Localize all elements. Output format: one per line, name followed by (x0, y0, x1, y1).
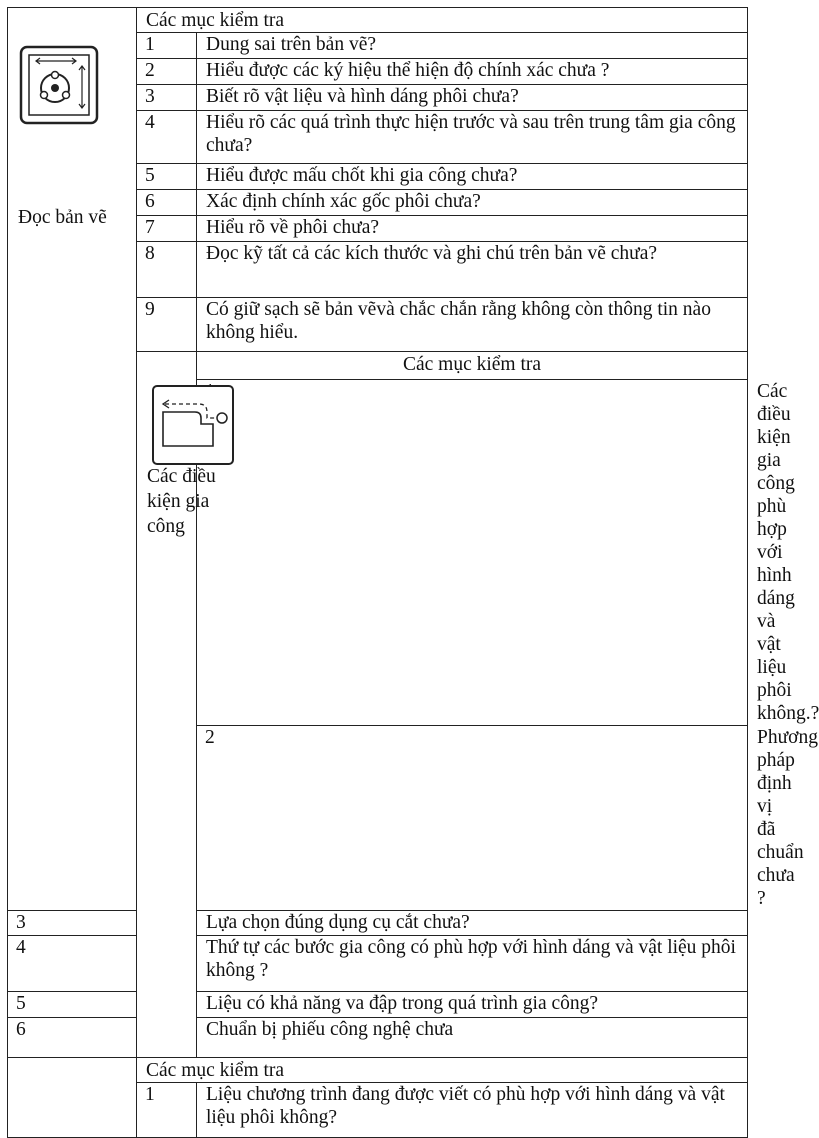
row-text: Hiểu rõ các quá trình thực hiện trước và sau trên trung tâm gia công chưa? (197, 111, 748, 164)
section-side-cell (137, 352, 216, 1058)
row-text: Chuẩn bị phiếu công nghệ chưa (197, 1018, 748, 1058)
table-row (8, 992, 748, 1018)
blueprint-drawing-icon (18, 44, 100, 126)
section-header-row (8, 1058, 748, 1083)
row-number: 5 (137, 164, 197, 190)
row-number: 1 (137, 1083, 197, 1138)
row-text: Biết rõ vật liệu và hình dáng phôi chưa? (197, 85, 748, 111)
section-label: Đọc bản vẽ (18, 207, 107, 228)
table-row (8, 936, 748, 992)
row-text: Đọc kỹ tất cả các kích thước và ghi chú trên bản vẽ chưa? (197, 242, 748, 298)
row-number: 5 (8, 992, 137, 1018)
section-header: Các mục kiểm tra (197, 352, 748, 380)
table-row: Các điều kiện gia công phù hợp với hình dáng và vật liệu phôi không.? (8, 380, 748, 726)
row-number: 1 (137, 33, 197, 59)
table-row (8, 911, 748, 936)
section-header-row (8, 8, 748, 33)
row-number: 3 (137, 85, 197, 111)
checklist-table (7, 7, 819, 1138)
row-number: 8 (137, 242, 197, 298)
row-text: Liệu có khả năng va đập trong quá trình gia công? (197, 992, 748, 1018)
row-number (197, 380, 748, 726)
row-number: 4 (137, 111, 197, 164)
row-number: 3 (8, 911, 137, 936)
row-text: Lựa chọn đúng dụng cụ cắt chưa? (197, 911, 748, 936)
row-number: 9 (137, 298, 197, 352)
table-row (8, 1018, 748, 1058)
row-text: Liệu chương trình đang được viết có phù hợp với hình dáng và vật liệu phôi không? (197, 1083, 748, 1138)
row-number: 2 (137, 59, 197, 85)
row-number: 6 (8, 1018, 137, 1058)
row-text: Hiểu được mấu chốt khi gia công chưa? (197, 164, 748, 190)
row-number: 7 (137, 216, 197, 242)
section-side-cell (8, 8, 137, 911)
table-row: 2 Phương pháp định vị đã chuẩn chưa ? (8, 726, 748, 911)
machining-path-icon (151, 384, 235, 466)
row-text: Thứ tự các bước gia công có phù hợp với hình dáng và vật liệu phôi không ? (197, 936, 748, 992)
section-side-cell (8, 1058, 137, 1138)
row-number: 6 (137, 190, 197, 216)
row-number: 4 (8, 936, 137, 992)
section-label: Các điều kiện gia công (147, 466, 216, 537)
row-text: Hiểu được các ký hiệu thể hiện độ chính xác chưa ? (197, 59, 748, 85)
row-text: Có giữ sạch sẽ bản vẽvà chắc chắn rằng không còn thông tin nào không hiểu. (197, 298, 748, 352)
row-number: 2 (197, 726, 748, 911)
section-header: Các mục kiểm tra (137, 1058, 748, 1083)
row-text: Hiểu rõ về phôi chưa? (197, 216, 748, 242)
section-header: Các mục kiểm tra (137, 8, 748, 33)
row-text: Dung sai trên bản vẽ? (197, 33, 748, 59)
row-text: Xác định chính xác gốc phôi chưa? (197, 190, 748, 216)
